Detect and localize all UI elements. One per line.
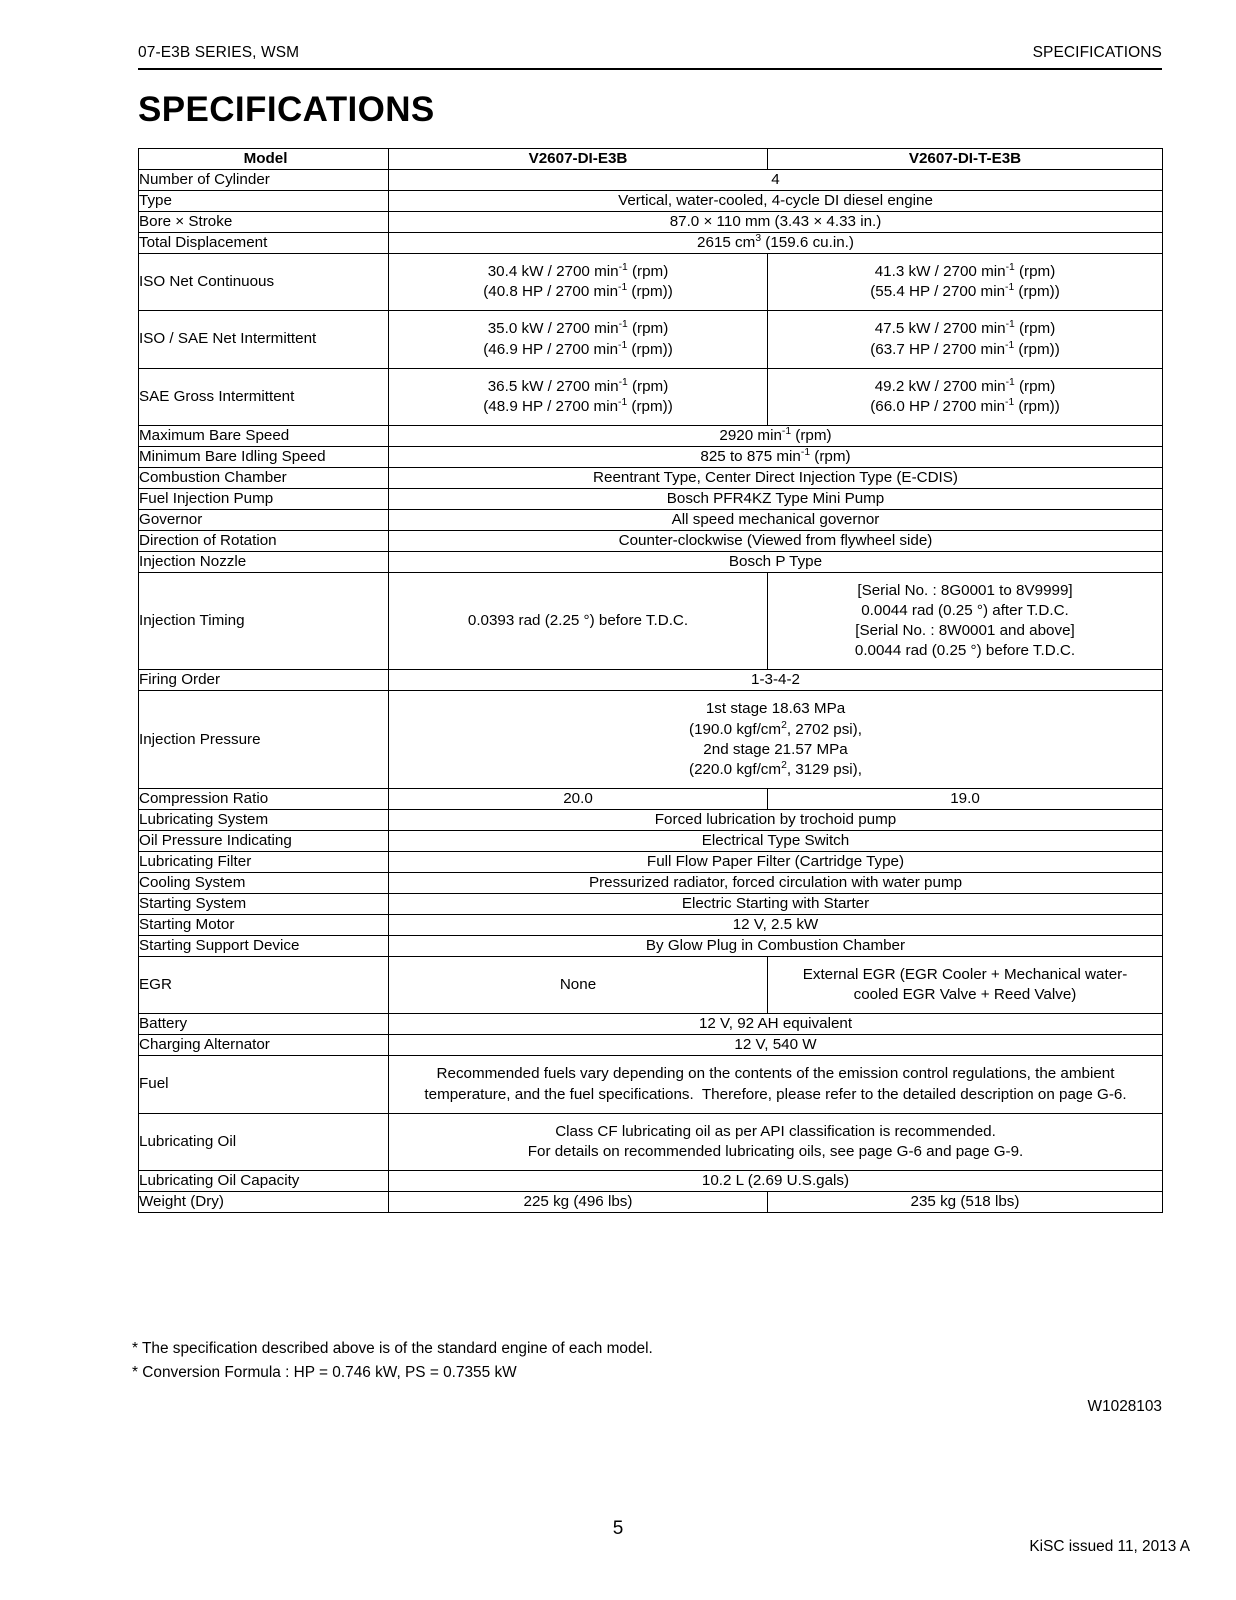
table-row: [139, 670, 1163, 691]
table-row: [139, 425, 1163, 446]
row-label: Injection Timing: [139, 573, 389, 670]
row-value-model-a: 30.4 kW / 2700 $\min^{-1} (rpm)$ (40.8 HP / 2700 $\min^{-1} (rpm)$): [389, 254, 768, 311]
row-value: Full Flow Paper Filter (Cartridge Type): [389, 851, 1163, 872]
table-row: [139, 509, 1163, 530]
row-value-model-b: 235 kg (518 lbs): [768, 1191, 1163, 1212]
row-label: Fuel: [139, 1056, 389, 1113]
row-value: 12 V, 92 AH equivalent: [389, 1014, 1163, 1035]
page-number: 5: [612, 1518, 624, 1539]
row-label: Firing Order: [139, 670, 389, 691]
row-value: Class CF lubricating oil as per API classification is recommended. For details on recommended lubricating oils, see page G-6 and page G-9.: [389, 1113, 1163, 1170]
row-label: Starting Motor: [139, 915, 389, 936]
table-row: [139, 872, 1163, 893]
row-value: Pressurized radiator, forced circulation with water pump: [389, 872, 1163, 893]
row-value: 2920 $\min^{-1} (rpm)$: [389, 425, 1163, 446]
table-row: [139, 691, 1163, 788]
row-value: Recommended fuels vary depending on the contents of the emission control regulations, the ambient temperature, and the fuel specifications. Therefore, please refer to the detailed description on page G-6.: [389, 1056, 1163, 1113]
row-label: Cooling System: [139, 872, 389, 893]
row-value-model-a: 36.5 kW / 2700 $\min^{-1} (rpm)$ (48.9 HP / 2700 $\min^{-1} (rpm)$): [389, 368, 768, 425]
row-value: Electric Starting with Starter: [389, 894, 1163, 915]
row-value-model-a: 20.0: [389, 788, 768, 809]
row-value-model-a: 225 kg (496 lbs): [389, 1191, 768, 1212]
row-label: Lubricating Filter: [139, 851, 389, 872]
row-value: 825 to 875 $\min^{-1} (rpm)$: [389, 446, 1163, 467]
footer-issue-note: KiSC issued 11, 2013 A: [1029, 1538, 1190, 1555]
row-value: Counter-clockwise (Viewed from flywheel side): [389, 531, 1163, 552]
document-code: W1028103: [1087, 1398, 1162, 1415]
row-label: Type: [139, 191, 389, 212]
row-value: 87.0 × 110 mm (3.43 × 4.33 in.): [389, 212, 1163, 233]
specifications-table-container: [138, 148, 1162, 1213]
row-value: Reentrant Type, Center Direct Injection Type (E-CDIS): [389, 467, 1163, 488]
row-label: ISO / SAE Net Intermittent: [139, 311, 389, 368]
specifications-table: [138, 148, 1163, 1213]
row-label: ISO Net Continuous: [139, 254, 389, 311]
row-value: 10.2 L (2.69 U.S.gals): [389, 1170, 1163, 1191]
table-row: [139, 191, 1163, 212]
table-row: [139, 467, 1163, 488]
row-value-model-b: 49.2 kW / 2700 $\min^{-1} (rpm)$ (66.0 HP / 2700 $\min^{-1} (rpm)$): [768, 368, 1163, 425]
table-row: [139, 368, 1163, 425]
table-row: [139, 1191, 1163, 1212]
row-label: Charging Alternator: [139, 1035, 389, 1056]
row-label: Battery: [139, 1014, 389, 1035]
table-row: [139, 170, 1163, 191]
row-value: Bosch PFR4KZ Type Mini Pump: [389, 488, 1163, 509]
row-label: Governor: [139, 509, 389, 530]
table-row: [139, 1014, 1163, 1035]
row-value: 4: [389, 170, 1163, 191]
row-value: Vertical, water-cooled, 4-cycle DI diesel engine: [389, 191, 1163, 212]
table-row: [139, 233, 1163, 254]
row-label: Weight (Dry): [139, 1191, 389, 1212]
table-row: [139, 212, 1163, 233]
row-label: Combustion Chamber: [139, 467, 389, 488]
row-value: By Glow Plug in Combustion Chamber: [389, 936, 1163, 957]
table-row: [139, 915, 1163, 936]
header-divider: [138, 68, 1162, 70]
header-cell-model: Model: [139, 149, 389, 170]
row-label: Injection Nozzle: [139, 552, 389, 573]
row-label: SAE Gross Intermittent: [139, 368, 389, 425]
running-header: [138, 44, 1162, 70]
table-row: [139, 1035, 1163, 1056]
table-row: [139, 531, 1163, 552]
table-row: [139, 809, 1163, 830]
table-row: [139, 830, 1163, 851]
table-row: [139, 254, 1163, 311]
row-label: Number of Cylinder: [139, 170, 389, 191]
row-value: Electrical Type Switch: [389, 830, 1163, 851]
table-row: [139, 936, 1163, 957]
row-value-model-a: 0.0393 rad (2.25 °) before T.D.C.: [389, 573, 768, 670]
row-label: Total Displacement: [139, 233, 389, 254]
row-value: Bosch P Type: [389, 552, 1163, 573]
row-value: Forced lubrication by trochoid pump: [389, 809, 1163, 830]
row-label: Bore × Stroke: [139, 212, 389, 233]
table-row: [139, 1056, 1163, 1113]
table-row: [139, 446, 1163, 467]
table-row: [139, 1170, 1163, 1191]
footnotes: [132, 1337, 1032, 1385]
row-value-model-a: None: [389, 957, 768, 1014]
row-value: All speed mechanical governor: [389, 509, 1163, 530]
row-value-model-b: 41.3 kW / 2700 $\min^{-1} (rpm)$ (55.4 HP / 2700 $\min^{-1} (rpm)$): [768, 254, 1163, 311]
row-label: Injection Pressure: [139, 691, 389, 788]
table-row: [139, 488, 1163, 509]
table-header-row: [139, 149, 1163, 170]
row-label: Starting Support Device: [139, 936, 389, 957]
table-row: [139, 1113, 1163, 1170]
row-value-model-b: 19.0: [768, 788, 1163, 809]
row-value-model-b: 47.5 kW / 2700 $\min^{-1} (rpm)$ (63.7 HP / 2700 $\min^{-1} (rpm)$): [768, 311, 1163, 368]
row-label: Direction of Rotation: [139, 531, 389, 552]
row-value: 2615 $cm^3$ (159.6 cu.in.): [389, 233, 1163, 254]
table-row: [139, 311, 1163, 368]
table-row: [139, 573, 1163, 670]
row-value: 1-3-4-2: [389, 670, 1163, 691]
footnote-2: * Conversion Formula : HP = 0.746 kW, PS = 0.7355 kW: [132, 1363, 517, 1381]
footnote-1: * The specification described above is of the standard engine of each model.: [132, 1340, 653, 1357]
table-row: [139, 552, 1163, 573]
row-value: 12 V, 540 W: [389, 1035, 1163, 1056]
table-row: [139, 894, 1163, 915]
row-label: Compression Ratio: [139, 788, 389, 809]
row-label: Maximum Bare Speed: [139, 425, 389, 446]
table-row: [139, 788, 1163, 809]
row-value: 12 V, 2.5 kW: [389, 915, 1163, 936]
row-label: Fuel Injection Pump: [139, 488, 389, 509]
row-value-model-a: 35.0 kW / 2700 $\min^{-1} (rpm)$ (46.9 HP / 2700 $\min^{-1} (rpm)$): [389, 311, 768, 368]
row-label: Starting System: [139, 894, 389, 915]
running-header-right: SPECIFICATIONS: [1032, 44, 1162, 61]
row-value-model-b: External EGR (EGR Cooler + Mechanical water- cooled EGR Valve + Reed Valve): [768, 957, 1163, 1014]
row-label: Lubricating System: [139, 809, 389, 830]
row-label: Oil Pressure Indicating: [139, 830, 389, 851]
row-value: 1st stage 18.63 MPa (190.0 kgf/$cm^2$, 2702 psi), 2nd stage 21.57 MPa (220.0 kgf/$cm^2$, 3129 psi),: [389, 691, 1163, 788]
running-header-left: 07-E3B SERIES, WSM: [138, 44, 300, 61]
row-label: Lubricating Oil: [139, 1113, 389, 1170]
row-value-model-b: [Serial No. : 8G0001 to 8V9999] 0.0044 rad (0.25 °) after T.D.C. [Serial No. : 8W0001 and above] 0.0044 rad (0.25 °) before T.D.C.: [768, 573, 1163, 670]
row-label: EGR: [139, 957, 389, 1014]
table-row: [139, 851, 1163, 872]
table-row: [139, 957, 1163, 1014]
row-label: Minimum Bare Idling Speed: [139, 446, 389, 467]
row-label: Lubricating Oil Capacity: [139, 1170, 389, 1191]
page-title: SPECIFICATIONS: [138, 90, 435, 129]
header-cell-model-a: V2607-DI-E3B: [389, 149, 768, 170]
header-cell-model-b: V2607-DI-T-E3B: [768, 149, 1163, 170]
